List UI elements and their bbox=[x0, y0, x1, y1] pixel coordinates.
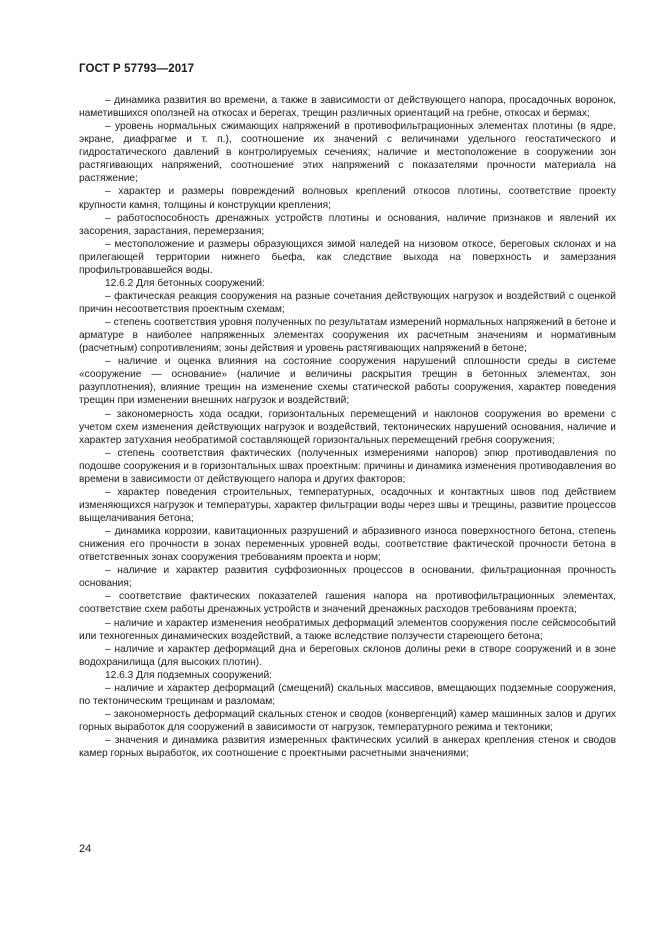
paragraph: – степень соответствия уровня полученных по результатам измерений нормальных напряжений в бетоне и арматуре в наиболее напряженных элементах сооружения их расчетным значениям и нормативным (расчетным) сопротивлениям; зоны действия и уровень растягивающих напряжений в бетоне; bbox=[79, 317, 616, 355]
section-heading: 12.6.3 Для подземных сооружений: bbox=[105, 669, 272, 681]
paragraph: – характер и размеры повреждений волновых креплений откосов плотины, соответствие проекту крупности камня, толщины и конструкции крепления; bbox=[79, 186, 616, 211]
paragraph: – наличие и характер развития суффозионных процессов в основании, фильтрационная прочность основания; bbox=[79, 565, 616, 590]
section-heading: 12.6.2 Для бетонных сооружений: bbox=[105, 277, 265, 289]
paragraph: – закономерность деформаций скальных стенок и сводов (конвергенций) камер машинных залов и других горных выработок для сооружений в зависимости от нагрузок, температурного режима и тектоники; bbox=[79, 708, 616, 733]
paragraph: – наличие и характер деформаций (смещений) скальных массивов, вмещающих подземные сооружения, по тектоническим трещинам и разломам; bbox=[79, 682, 616, 707]
paragraph: – наличие и оценка влияния на состояние сооружения нарушений сплошности среды в системе «сооружение — основание» (наличие и величины раскрытия трещин в бетонных элементах, зон разуплотнения), влияние трещин на изменение схемы статической работы сооружения, характер поведения трещин при изменении внешних нагрузок и воздействий; bbox=[79, 356, 616, 407]
paragraph: – наличие и характер изменения необратимых деформаций элементов сооружения после сейсмособытий или техногенных динамических воздействий, а также вследствие ползучести стареющего бетона; bbox=[79, 617, 616, 642]
paragraph: – работоспособность дренажных устройств плотины и основания, наличие признаков и явлений их засорения, зарастания, перемерзания; bbox=[79, 212, 616, 237]
paragraph: – степень соответствия фактических (полученных измерениями напоров) эпюр противодавления по подошве сооружения и в горизонтальных швах проектным: причины и динамика изменения противодавления во времени в зависимости от действующего напора и других факторов; bbox=[79, 447, 616, 485]
paragraph: – динамика коррозии, кавитационных разрушений и абразивного износа поверхностного бетона, степень снижения его прочности в зонах переменных уровней воды, соответствие фактической прочности бетона в ответственных зонах сооружения требованиям проекта и норм; bbox=[79, 526, 616, 564]
paragraph: – местоположение и размеры образующихся зимой наледей на низовом откосе, береговых склонах и на прилегающей территории нижнего бьефа, как следствие выхода на поверхность и замерзания профильтровавшейся воды. bbox=[79, 238, 616, 276]
paragraph: – закономерность хода осадки, горизонтальных перемещений и наклонов сооружения во времени с учетом схем изменения действующих нагрузок и воздействий, тектонических нарушений основания, наличие и характер затухания необратимой составляющей горизонтальных перемещений гребня сооружения; bbox=[79, 408, 616, 446]
paragraph: – уровень нормальных сжимающих напряжений в противофильтрационных элементах плотины (в ядре, экране, диафрагме и т. п.), соотношение их значений с величинами удельного геостатического и гидростатического давлений в контролируемых сечениях; наличие и местоположение в сооружении зон растягивающих напряжений, соотношение этих напряжений с показателями прочности материала на растяжение; bbox=[79, 121, 616, 185]
paragraph: – значения и динамика развития измеренных фактических усилий в анкерах крепления стенок и сводов камер горных выработок, их соотношение с проектными расчетными значениями; bbox=[79, 735, 616, 760]
paragraph: – соответствие фактических показателей гашения напора на противофильтрационных элементах, соответствие схем работы дренажных устройств и значений дренажных расходов требованиям проекта; bbox=[79, 591, 616, 616]
paragraph: – наличие и характер деформаций дна и береговых склонов долины реки в створе сооружений и в зоне водохранилища (для высоких плотин). bbox=[79, 643, 616, 668]
page-number: 24 bbox=[79, 843, 92, 855]
paragraph: – характер поведения строительных, температурных, осадочных и контактных швов под действием изменяющихся нагрузок и температуры, характер фильтрации воды через швы и трещины, развитие процессов выщелачивания бетона; bbox=[79, 486, 616, 524]
document-body bbox=[79, 94, 616, 760]
document-header: ГОСТ Р 57793—2017 bbox=[79, 63, 195, 75]
paragraph: – динамика развития во времени, а также в зависимости от действующего напора, просадочных воронок, наметившихся оползней на откосах и берегах, трещин различных ориентаций на гребне, откосах и бермах; bbox=[79, 95, 616, 120]
paragraph: – фактическая реакция сооружения на разные сочетания действующих нагрузок и воздействий с оценкой причин несоответствия проектным схемам; bbox=[79, 290, 616, 315]
